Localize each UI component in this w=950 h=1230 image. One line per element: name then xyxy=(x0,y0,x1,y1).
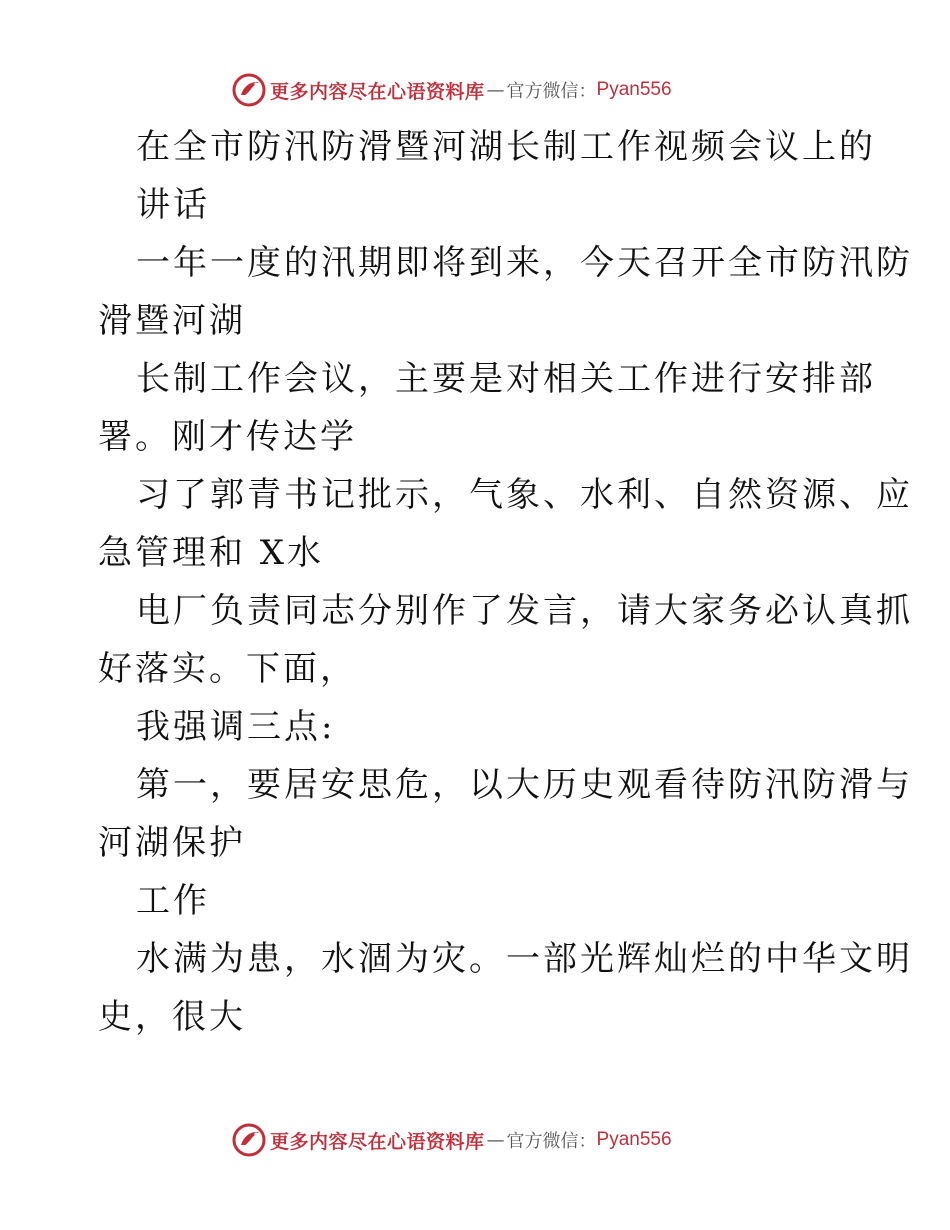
watermark-contact-label: 官方微信： xyxy=(506,1131,597,1152)
bird-logo-icon xyxy=(232,73,266,107)
document-body xyxy=(98,118,913,1046)
bird-logo-icon xyxy=(232,1123,266,1157)
document-line: 河湖保护 xyxy=(98,823,246,863)
footer-watermark xyxy=(232,1120,672,1160)
header-watermark xyxy=(232,70,672,110)
document-line: 滑暨河湖 xyxy=(98,301,246,341)
watermark-separator: — xyxy=(486,79,505,101)
document-line: 第一，要居安思危，以大历史观看待防汛防滑与 xyxy=(136,765,913,805)
document-line: 工作 xyxy=(136,881,210,921)
watermark-handle: Pyan556 xyxy=(596,79,672,100)
document-line: 好落实。下面， xyxy=(98,649,357,689)
document-line: 一年一度的汛期即将到来，今天召开全市防汛防 xyxy=(136,243,913,283)
document-line: 习了郭青书记批示，气象、水利、自然资源、应 xyxy=(136,475,913,515)
watermark-handle: Pyan556 xyxy=(596,1129,672,1150)
document-line: 在全市防汛防滑暨河湖长制工作视频会议上的 xyxy=(136,127,876,167)
document-line: 电厂负责同志分别作了发言，请大家务必认真抓 xyxy=(136,591,913,631)
watermark-brand: 更多内容尽在心语资料库 xyxy=(270,1130,485,1153)
document-line: 水满为患，水涸为灾。一部光辉灿烂的中华文明 xyxy=(136,939,913,979)
watermark-contact-label: 官方微信： xyxy=(506,81,597,102)
watermark-brand: 更多内容尽在心语资料库 xyxy=(270,80,485,103)
watermark-separator: — xyxy=(486,1129,505,1151)
document-line: 急管理和 X水 xyxy=(98,533,325,573)
document-line: 长制工作会议，主要是对相关工作进行安排部 xyxy=(136,359,876,399)
document-line: 讲话 xyxy=(136,185,210,225)
document-line: 我强调三点: xyxy=(136,707,336,747)
document-line: 史，很大 xyxy=(98,997,246,1037)
document-line: 署。刚才传达学 xyxy=(98,417,357,457)
